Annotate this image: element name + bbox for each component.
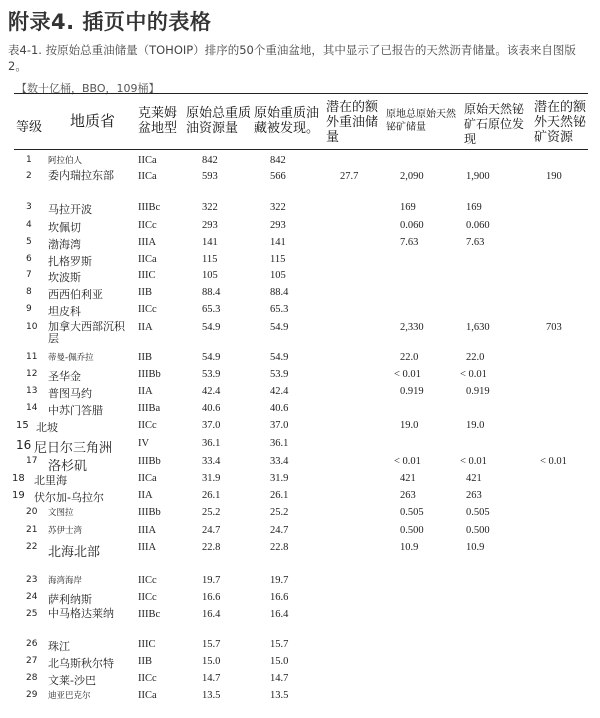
cell-tohoip: 293 — [202, 220, 218, 231]
cell-klemme: IIIBb — [138, 456, 161, 467]
cell-basin: 珠江 — [48, 640, 70, 653]
cell-bitumen-total: < 0.01 — [394, 369, 421, 380]
cell-basin: 圣华金 — [48, 370, 81, 383]
table-row — [14, 386, 588, 403]
cell-rank: 23 — [26, 575, 38, 585]
cell-tohoip: 65.3 — [202, 304, 221, 315]
cell-klemme: IIIBb — [138, 369, 161, 380]
cell-klemme: IICa — [138, 690, 157, 701]
cell-klemme: IV — [138, 438, 150, 449]
cell-rank: 2 — [26, 171, 32, 181]
header-tohoip: 原始总重质油资源量 — [186, 106, 252, 136]
cell-klemme: IIA — [138, 490, 153, 501]
cell-basin: 文图拉 — [48, 508, 74, 518]
cell-klemme: IIB — [138, 352, 152, 363]
cell-discovered: 566 — [270, 171, 286, 182]
cell-discovered: 33.4 — [270, 456, 289, 467]
cell-bitumen-total: 263 — [400, 490, 416, 501]
table-row — [14, 507, 588, 524]
table-row — [14, 438, 588, 456]
cell-basin: 西西伯利亚 — [48, 288, 103, 301]
cell-bitumen-total: 0.919 — [400, 386, 424, 397]
cell-discovered: 42.4 — [270, 386, 289, 397]
table-row — [14, 304, 588, 321]
cell-basin: 海湾海岸 — [48, 576, 83, 586]
cell-basin: 伏尔加-乌拉尔 — [34, 491, 104, 504]
cell-bitumen-total: 0.060 — [400, 220, 424, 231]
cell-basin: 迪亚巴克尔 — [48, 691, 91, 701]
cell-discovered: 88.4 — [270, 287, 289, 298]
table-header — [14, 93, 588, 150]
header-prospective-heavy: 潜在的额外重油储量 — [326, 100, 379, 145]
cell-klemme: IICc — [138, 592, 157, 603]
cell-tohoip: 593 — [202, 171, 218, 182]
cell-tohoip: 33.4 — [202, 456, 221, 467]
cell-discovered: 40.6 — [270, 403, 289, 414]
cell-discovered: 53.9 — [270, 369, 289, 380]
cell-bitumen-discovered: < 0.01 — [460, 456, 487, 467]
table-row — [14, 270, 588, 287]
page-title: 附录4. 插页中的表格 — [8, 10, 212, 34]
cell-bitumen-discovered: 421 — [466, 473, 482, 484]
table-row — [14, 403, 588, 420]
cell-tohoip: 105 — [202, 270, 218, 281]
cell-bitumen-discovered: 1,900 — [466, 171, 490, 182]
cell-tohoip: 36.1 — [202, 438, 221, 449]
cell-rank: 16 — [16, 438, 32, 452]
cell-discovered: 24.7 — [270, 525, 289, 536]
cell-rank: 17 — [26, 456, 38, 466]
cell-bitumen-total: 169 — [400, 202, 416, 213]
cell-basin: 加拿大西部沉积层 — [48, 320, 125, 345]
cell-tohoip: 15.7 — [202, 639, 221, 650]
cell-klemme: IIB — [138, 287, 152, 298]
cell-tohoip: 15.0 — [202, 656, 221, 667]
cell-rank: 11 — [26, 352, 38, 362]
cell-tohoip: 26.1 — [202, 490, 221, 501]
table-caption: 表4-1. 按原始总重油储量（TOHOIP）排序的50个重油盆地，其中显示了已报告的天然沥青储量。该表来自图版2。 — [8, 43, 576, 73]
cell-tohoip: 40.6 — [202, 403, 221, 414]
cell-klemme: IIIBa — [138, 403, 161, 414]
cell-klemme: IICc — [138, 304, 157, 315]
cell-discovered: 65.3 — [270, 304, 289, 315]
cell-rank: 6 — [26, 254, 32, 264]
cell-bitumen-discovered: 263 — [466, 490, 482, 501]
cell-bitumen-total: 2,330 — [400, 322, 424, 333]
cell-tohoip: 37.0 — [202, 420, 221, 431]
cell-bitumen-total: 22.0 — [400, 352, 419, 363]
cell-klemme: IIIA — [138, 542, 157, 553]
cell-prospective-bitumen: < 0.01 — [540, 456, 567, 467]
table-row — [14, 609, 588, 639]
cell-discovered: 15.0 — [270, 656, 289, 667]
cell-klemme: IIB — [138, 656, 152, 667]
table-row — [14, 420, 588, 438]
table-row — [14, 673, 588, 690]
cell-klemme: IICc — [138, 420, 157, 431]
cell-bitumen-discovered: 0.505 — [466, 507, 490, 518]
cell-tohoip: 88.4 — [202, 287, 221, 298]
header-discovered: 原始重质油藏被发现。 — [254, 106, 320, 136]
cell-klemme: IIIC — [138, 270, 156, 281]
cell-klemme: IICc — [138, 575, 157, 586]
cell-basin: 中马格达莱纳 — [48, 607, 114, 620]
header-rank: 等级 — [16, 120, 43, 135]
cell-tohoip: 16.6 — [202, 592, 221, 603]
cell-bitumen-discovered: 0.500 — [466, 525, 490, 536]
cell-basin: 委内瑞拉东部 — [48, 169, 114, 182]
cell-bitumen-discovered: < 0.01 — [460, 369, 487, 380]
cell-rank: 7 — [26, 270, 32, 280]
header-prospective-bitumen: 潜在的额外天然铋矿资源 — [534, 100, 587, 145]
cell-basin: 洛杉矶 — [48, 459, 88, 474]
cell-klemme: IIIA — [138, 525, 157, 536]
cell-rank: 1 — [26, 155, 32, 165]
cell-discovered: 13.5 — [270, 690, 289, 701]
cell-rank: 3 — [26, 202, 32, 212]
table-row — [14, 473, 588, 490]
cell-rank: 18 — [12, 473, 25, 484]
cell-klemme: IICa — [138, 155, 157, 166]
table-row — [14, 171, 588, 201]
cell-discovered: 322 — [270, 202, 286, 213]
cell-basin: 北海北部 — [48, 545, 101, 560]
cell-bitumen-discovered: 7.63 — [466, 237, 485, 248]
cell-bitumen-discovered: 10.9 — [466, 542, 485, 553]
cell-basin: 渤海湾 — [48, 238, 81, 251]
cell-prospective-bitumen: 703 — [546, 322, 562, 333]
cell-bitumen-total: 0.500 — [400, 525, 424, 536]
cell-rank: 25 — [26, 609, 38, 619]
cell-discovered: 141 — [270, 237, 286, 248]
cell-bitumen-discovered: 22.0 — [466, 352, 485, 363]
cell-klemme: IICa — [138, 254, 157, 265]
cell-bitumen-total: 421 — [400, 473, 416, 484]
cell-prospective-heavy: 27.7 — [340, 171, 359, 182]
cell-basin: 马拉开波 — [48, 203, 92, 216]
table-row — [14, 220, 588, 237]
cell-klemme: IIIBc — [138, 609, 161, 620]
table-row — [14, 639, 588, 656]
cell-tohoip: 54.9 — [202, 352, 221, 363]
cell-tohoip: 54.9 — [202, 322, 221, 333]
table-row — [14, 575, 588, 592]
cell-basin: 尼日尔三角洲 — [34, 441, 113, 456]
cell-discovered: 842 — [270, 155, 286, 166]
cell-tohoip: 141 — [202, 237, 218, 248]
cell-discovered: 15.7 — [270, 639, 289, 650]
table-row — [14, 352, 588, 369]
cell-basin: 蒂曼-佩乔拉 — [48, 353, 94, 363]
cell-tohoip: 14.7 — [202, 673, 221, 684]
cell-basin: 扎格罗斯 — [48, 255, 92, 268]
cell-klemme: IICa — [138, 473, 157, 484]
cell-basin: 北坡 — [36, 421, 58, 434]
cell-discovered: 22.8 — [270, 542, 289, 553]
cell-rank: 24 — [26, 592, 38, 602]
cell-rank: 13 — [26, 386, 38, 396]
cell-rank: 20 — [26, 507, 38, 517]
cell-rank: 10 — [26, 322, 38, 332]
cell-rank: 21 — [26, 525, 38, 535]
cell-klemme: IIIA — [138, 237, 157, 248]
cell-basin: 阿拉伯人 — [48, 156, 83, 166]
cell-discovered: 115 — [270, 254, 286, 265]
cell-tohoip: 322 — [202, 202, 218, 213]
cell-tohoip: 22.8 — [202, 542, 221, 553]
cell-tohoip: 115 — [202, 254, 218, 265]
cell-bitumen-discovered: 0.060 — [466, 220, 490, 231]
table-row — [14, 525, 588, 542]
table-row — [14, 202, 588, 219]
cell-basin: 北乌斯秋尔特 — [48, 657, 114, 670]
cell-klemme: IICc — [138, 220, 157, 231]
cell-bitumen-total: 10.9 — [400, 542, 419, 553]
cell-tohoip: 13.5 — [202, 690, 221, 701]
header-bitumen-total: 原地总原始天然铋矿储量 — [386, 109, 456, 133]
cell-bitumen-discovered: 1,630 — [466, 322, 490, 333]
cell-rank: 4 — [26, 220, 32, 230]
cell-klemme: IIA — [138, 386, 153, 397]
cell-discovered: 25.2 — [270, 507, 289, 518]
cell-rank: 29 — [26, 690, 38, 700]
cell-basin: 坦皮科 — [48, 305, 81, 318]
cell-rank: 28 — [26, 673, 38, 683]
cell-rank: 26 — [26, 639, 38, 649]
cell-basin: 坎波斯 — [48, 271, 81, 284]
table-row — [14, 656, 588, 673]
cell-bitumen-discovered: 19.0 — [466, 420, 485, 431]
cell-discovered: 36.1 — [270, 438, 289, 449]
header-klemme: 克莱姆盆地型 — [138, 106, 178, 136]
cell-rank: 12 — [26, 369, 38, 379]
cell-rank: 15 — [16, 420, 29, 431]
cell-tohoip: 24.7 — [202, 525, 221, 536]
table-row — [14, 254, 588, 270]
cell-tohoip: 53.9 — [202, 369, 221, 380]
cell-discovered: 19.7 — [270, 575, 289, 586]
cell-discovered: 14.7 — [270, 673, 289, 684]
cell-rank: 19 — [12, 490, 25, 501]
cell-klemme: IIIBb — [138, 507, 161, 518]
table-row — [14, 237, 588, 254]
cell-rank: 9 — [26, 304, 32, 314]
cell-klemme: IICc — [138, 673, 157, 684]
cell-bitumen-total: 2,090 — [400, 171, 424, 182]
cell-rank: 14 — [26, 403, 38, 413]
cell-bitumen-discovered: 0.919 — [466, 386, 490, 397]
cell-basin: 中苏门答腊 — [48, 404, 103, 417]
cell-discovered: 105 — [270, 270, 286, 281]
cell-bitumen-total: 19.0 — [400, 420, 419, 431]
cell-tohoip: 31.9 — [202, 473, 221, 484]
table-row — [14, 490, 588, 507]
cell-bitumen-total: 7.63 — [400, 237, 419, 248]
cell-klemme: IIIC — [138, 639, 156, 650]
cell-discovered: 37.0 — [270, 420, 289, 431]
cell-discovered: 54.9 — [270, 322, 289, 333]
cell-bitumen-total: < 0.01 — [394, 456, 421, 467]
cell-tohoip: 842 — [202, 155, 218, 166]
cell-prospective-bitumen: 190 — [546, 171, 562, 182]
cell-discovered: 293 — [270, 220, 286, 231]
table-row — [14, 542, 588, 575]
cell-discovered: 31.9 — [270, 473, 289, 484]
cell-discovered: 16.6 — [270, 592, 289, 603]
cell-tohoip: 42.4 — [202, 386, 221, 397]
cell-rank: 22 — [26, 542, 38, 552]
table-row — [14, 690, 588, 706]
cell-rank: 5 — [26, 237, 32, 247]
cell-bitumen-discovered: 169 — [466, 202, 482, 213]
cell-discovered: 26.1 — [270, 490, 289, 501]
cell-bitumen-total: 0.505 — [400, 507, 424, 518]
cell-rank: 27 — [26, 656, 38, 666]
cell-discovered: 16.4 — [270, 609, 289, 620]
cell-tohoip: 19.7 — [202, 575, 221, 586]
table-row — [14, 456, 588, 473]
header-basin: 地质省 — [70, 112, 116, 130]
unit-note: 【数十亿桶，BBO，109桶】 — [16, 82, 160, 95]
cell-tohoip: 16.4 — [202, 609, 221, 620]
cell-basin: 萨利纳斯 — [48, 593, 92, 606]
cell-basin: 北里海 — [34, 474, 67, 487]
table-row — [14, 287, 588, 304]
cell-rank: 8 — [26, 287, 32, 297]
cell-basin: 文莱-沙巴 — [48, 674, 96, 687]
cell-basin: 坎佩切 — [48, 221, 81, 234]
header-bitumen-discovered: 原始天然铋矿石原位发现 — [464, 102, 525, 146]
cell-basin: 普图马约 — [48, 387, 92, 400]
cell-basin: 苏伊士湾 — [48, 526, 83, 536]
table-row — [14, 369, 588, 386]
cell-klemme: IIIBc — [138, 202, 161, 213]
cell-tohoip: 25.2 — [202, 507, 221, 518]
cell-discovered: 54.9 — [270, 352, 289, 363]
cell-klemme: IIA — [138, 322, 153, 333]
cell-klemme: IICa — [138, 171, 157, 182]
table-row — [14, 322, 588, 352]
